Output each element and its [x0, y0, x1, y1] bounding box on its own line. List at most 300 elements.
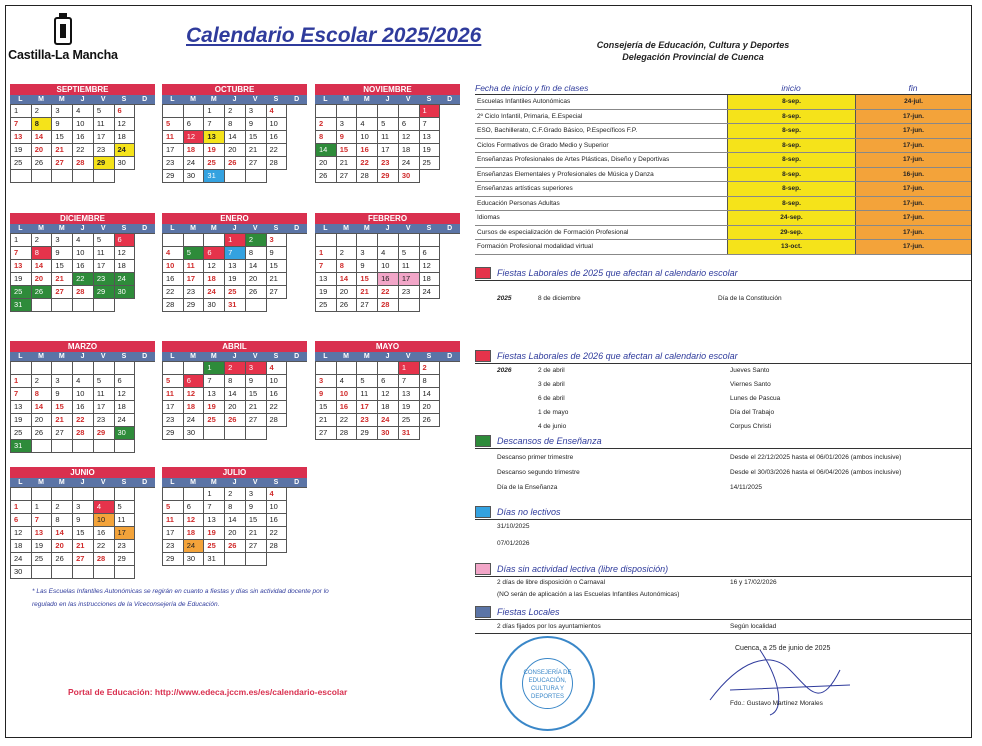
day-cell: 5 [94, 375, 115, 388]
day-cell: 1 [204, 488, 225, 501]
day-cell: 23 [94, 144, 115, 157]
day-cell: 7 [204, 118, 225, 131]
day-cell: 24 [184, 414, 205, 427]
day-cell: 2 [32, 234, 53, 247]
day-cell: 26 [420, 414, 441, 427]
day-cell: 14 [246, 260, 267, 273]
start-date: 8-sep. [727, 182, 855, 196]
day-cell: 10 [163, 260, 184, 273]
day-cell [184, 234, 205, 247]
day-cell: 11 [94, 118, 115, 131]
day-cell: 8 [32, 247, 53, 260]
col-inicio: inicio [781, 83, 801, 93]
footnote [32, 585, 422, 611]
day-cell: 11 [94, 247, 115, 260]
day-cell: 23 [163, 414, 184, 427]
day-cell: 4 [73, 375, 94, 388]
day-cell: 14 [225, 514, 246, 527]
weekday-label: S [273, 353, 279, 360]
weekday-header [162, 95, 307, 104]
day-cell: 21 [246, 144, 267, 157]
locales-value: Según localidad [730, 623, 777, 630]
day-cell: 18 [420, 273, 441, 286]
weekday-label: S [121, 479, 127, 486]
day-cell: 27 [246, 414, 267, 427]
day-cell: 9 [52, 247, 73, 260]
weekday-label: L [170, 225, 175, 232]
level-name: Enseñanzas artísticas superiores [477, 185, 573, 192]
weekday-label: M [210, 225, 217, 232]
weekday-label: M [190, 353, 196, 360]
holiday-date: 8 de diciembre [538, 295, 581, 302]
day-cell: 12 [115, 247, 136, 260]
weekday-header [315, 224, 460, 233]
day-grid [315, 104, 460, 183]
day-cell: 11 [184, 260, 205, 273]
day-cell: 1 [420, 105, 441, 118]
end-date: 17-jun. [855, 153, 971, 167]
day-cell: 1 [11, 375, 32, 388]
weekday-label: M [363, 96, 370, 103]
day-cell: 25 [204, 414, 225, 427]
day-cell [94, 488, 115, 501]
day-cell: 30 [184, 170, 205, 183]
start-date: 8-sep. [727, 110, 855, 124]
day-cell: 24 [378, 414, 399, 427]
footnote-line: * Las Escuelas Infantiles Autonómicas se regirán en cuanto a fiestas y días sin actividad docente por lo [32, 588, 329, 595]
table-row [475, 153, 971, 168]
table-row [475, 211, 971, 226]
day-cell: 2 [225, 362, 246, 375]
day-cell: 15 [52, 401, 73, 414]
portal-link[interactable]: Portal de Educación: http://www.edeca.jccm.es/es/calendario-escolar [68, 687, 348, 697]
day-cell: 10 [267, 118, 288, 131]
day-cell: 22 [94, 540, 115, 553]
day-cell: 15 [357, 273, 378, 286]
day-cell: 20 [225, 401, 246, 414]
day-cell: 26 [246, 286, 267, 299]
day-cell: 24 [184, 157, 205, 170]
table-row [475, 240, 971, 255]
day-cell [378, 234, 399, 247]
day-cell: 28 [73, 157, 94, 170]
day-cell: 7 [420, 118, 441, 131]
day-cell: 19 [32, 540, 53, 553]
day-cell: 17 [163, 401, 184, 414]
day-cell: 7 [316, 260, 337, 273]
section-header [475, 562, 971, 577]
day-cell: 3 [337, 118, 358, 131]
day-cell: 16 [357, 144, 378, 157]
day-cell: 4 [73, 234, 94, 247]
table-row [475, 124, 971, 139]
day-cell: 6 [378, 375, 399, 388]
section-title: Fiestas Laborales de 2025 que afectan al calendario escolar [497, 268, 738, 278]
level-name: Formación Profesional modalidad virtual [477, 243, 593, 250]
weekday-label: V [100, 479, 106, 486]
day-cell [378, 362, 399, 375]
day-cell: 9 [357, 260, 378, 273]
month-name: DICIEMBRE [10, 213, 155, 224]
day-cell: 13 [32, 527, 53, 540]
day-grid [162, 104, 307, 183]
weekday-label: M [363, 225, 370, 232]
month-name: ENERO [162, 213, 307, 224]
day-cell [52, 488, 73, 501]
day-cell: 30 [115, 286, 136, 299]
weekday-label: D [142, 479, 148, 486]
weekday-label: V [252, 96, 258, 103]
day-cell: 31 [204, 170, 225, 183]
day-cell: 11 [163, 514, 184, 527]
delegation-line: Delegación Provincial de Cuenca [622, 52, 764, 62]
month-name: MARZO [10, 341, 155, 352]
holiday-name: Viernes Santo [730, 381, 771, 388]
day-cell [73, 170, 94, 183]
weekday-label: M [38, 479, 44, 486]
day-cell: 11 [399, 260, 420, 273]
table-row [475, 168, 971, 183]
table-row [475, 226, 971, 241]
weekday-label: M [38, 353, 44, 360]
month-name: MAYO [315, 341, 460, 352]
legend-swatch [475, 350, 491, 362]
day-cell: 17 [184, 273, 205, 286]
day-cell: 15 [246, 131, 267, 144]
weekday-label: L [323, 225, 328, 232]
day-cell: 28 [267, 157, 288, 170]
day-cell: 16 [73, 131, 94, 144]
day-cell: 1 [316, 247, 337, 260]
day-cell: 30 [115, 157, 136, 170]
day-cell [399, 234, 420, 247]
day-cell: 6 [184, 118, 205, 131]
day-cell: 5 [357, 375, 378, 388]
weekday-label: M [190, 225, 196, 232]
day-cell: 15 [52, 131, 73, 144]
day-cell [357, 362, 378, 375]
day-grid [10, 361, 155, 453]
day-cell [32, 440, 53, 453]
weekday-label: S [273, 479, 279, 486]
day-cell: 14 [420, 388, 441, 401]
day-cell: 17 [94, 260, 115, 273]
day-cell: 28 [337, 427, 358, 440]
day-cell: 14 [337, 273, 358, 286]
day-cell: 21 [52, 414, 73, 427]
day-cell: 7 [11, 247, 32, 260]
day-cell: 16 [94, 527, 115, 540]
ministry-block [568, 39, 818, 63]
day-cell: 8 [32, 118, 53, 131]
logo-text: Castilla-La Mancha [8, 48, 118, 62]
day-cell: 13 [316, 273, 337, 286]
day-cell: 26 [52, 553, 73, 566]
day-cell: 4 [267, 362, 288, 375]
holiday-date: 6 de abril [538, 395, 565, 402]
day-cell: 24 [399, 157, 420, 170]
level-name: 2º Ciclo Infantil, Primaria, E.Especial [477, 112, 583, 120]
day-cell: 29 [115, 553, 136, 566]
weekday-label: V [405, 225, 411, 232]
day-cell [32, 299, 53, 312]
end-date: 17-jun. [855, 240, 971, 254]
day-cell: 1 [204, 362, 225, 375]
day-cell: 6 [184, 501, 205, 514]
day-cell [52, 299, 73, 312]
day-cell: 25 [225, 286, 246, 299]
day-cell [399, 299, 420, 312]
day-cell: 27 [52, 157, 73, 170]
start-date: 8-sep. [727, 197, 855, 211]
dates-table [475, 83, 971, 255]
day-cell: 27 [73, 553, 94, 566]
day-cell: 13 [204, 514, 225, 527]
break-name: Descanso primer trimestre [497, 454, 574, 461]
day-cell: 15 [246, 388, 267, 401]
day-cell: 4 [267, 488, 288, 501]
day-cell: 12 [204, 260, 225, 273]
weekday-label: L [18, 353, 23, 360]
day-cell: 5 [94, 105, 115, 118]
day-cell: 14 [52, 527, 73, 540]
month-name: SEPTIEMBRE [10, 84, 155, 95]
crest-icon [52, 12, 74, 46]
legend-swatch [475, 267, 491, 279]
day-cell [52, 362, 73, 375]
day-cell: 24 [115, 144, 136, 157]
list-item [475, 520, 971, 534]
month-calendar [315, 84, 460, 183]
list-item [475, 406, 971, 420]
day-cell [184, 105, 205, 118]
day-cell: 2 [52, 501, 73, 514]
weekday-label: V [100, 353, 106, 360]
day-cell [11, 170, 32, 183]
month-name: JULIO [162, 467, 307, 478]
locales-section [475, 605, 971, 634]
day-cell: 10 [337, 388, 358, 401]
list-item [475, 466, 971, 481]
date-text: 31/10/2025 [497, 523, 530, 530]
weekday-label: L [18, 225, 23, 232]
day-cell: 2 [225, 488, 246, 501]
day-cell [52, 170, 73, 183]
day-cell [32, 566, 53, 579]
weekday-label: J [80, 479, 85, 486]
day-cell: 5 [94, 234, 115, 247]
day-cell: 22 [337, 414, 358, 427]
day-cell [73, 299, 94, 312]
day-cell [163, 362, 184, 375]
day-cell: 2 [337, 247, 358, 260]
day-cell [378, 105, 399, 118]
day-cell [11, 362, 32, 375]
weekday-label: L [170, 96, 175, 103]
day-cell: 1 [204, 105, 225, 118]
table-row [475, 139, 971, 154]
list-item [475, 392, 971, 406]
day-cell: 3 [316, 375, 337, 388]
signature-scribble [700, 640, 870, 720]
weekday-label: D [294, 353, 300, 360]
day-cell [52, 566, 73, 579]
day-cell: 3 [52, 234, 73, 247]
day-cell [357, 234, 378, 247]
weekday-header [162, 224, 307, 233]
day-cell: 7 [399, 375, 420, 388]
day-cell [115, 566, 136, 579]
day-cell: 6 [115, 234, 136, 247]
day-cell: 31 [204, 553, 225, 566]
weekday-label: M [190, 96, 196, 103]
day-cell [316, 362, 337, 375]
day-cell: 26 [32, 157, 53, 170]
day-cell: 6 [115, 105, 136, 118]
legend-swatch [475, 563, 491, 575]
month-calendar [10, 467, 155, 579]
day-cell: 21 [52, 273, 73, 286]
weekday-label: D [447, 225, 453, 232]
day-cell: 12 [399, 131, 420, 144]
day-cell: 25 [316, 299, 337, 312]
day-cell [316, 234, 337, 247]
day-cell: 10 [73, 247, 94, 260]
end-date: 17-jun. [855, 226, 971, 240]
day-cell: 22 [357, 157, 378, 170]
day-cell: 18 [115, 131, 136, 144]
day-cell [73, 488, 94, 501]
month-calendar [162, 341, 307, 440]
day-cell: 8 [316, 131, 337, 144]
day-cell: 8 [225, 501, 246, 514]
libre-section [475, 562, 971, 601]
holiday-name: Día de la Constitución [718, 295, 782, 302]
day-cell [163, 105, 184, 118]
weekday-label: S [273, 96, 279, 103]
ministry-line: Consejería de Educación, Cultura y Deportes [596, 40, 790, 50]
day-cell: 1 [32, 501, 53, 514]
break-name: Descanso segundo trimestre [497, 469, 580, 476]
day-cell [204, 234, 225, 247]
day-cell: 3 [52, 375, 73, 388]
day-cell: 29 [163, 553, 184, 566]
day-cell: 19 [420, 144, 441, 157]
day-cell: 11 [115, 514, 136, 527]
month-calendar [10, 341, 155, 453]
day-cell: 6 [399, 118, 420, 131]
month-calendar [162, 84, 307, 183]
day-cell [225, 427, 246, 440]
day-cell [32, 362, 53, 375]
day-cell: 30 [204, 299, 225, 312]
day-cell: 28 [357, 170, 378, 183]
day-cell: 8 [52, 514, 73, 527]
day-cell: 2 [32, 375, 53, 388]
day-cell: 17 [163, 144, 184, 157]
day-cell [225, 553, 246, 566]
table-row [475, 182, 971, 197]
day-cell: 19 [316, 286, 337, 299]
day-cell: 22 [267, 144, 288, 157]
day-cell: 30 [184, 427, 205, 440]
day-cell: 29 [94, 157, 115, 170]
day-cell [94, 170, 115, 183]
day-cell: 14 [32, 260, 53, 273]
break-name: Día de la Enseñanza [497, 484, 558, 491]
day-cell: 22 [73, 273, 94, 286]
level-name: Ciclos Formativos de Grado Medio y Superior [477, 141, 609, 149]
day-cell: 16 [267, 131, 288, 144]
day-cell: 22 [378, 286, 399, 299]
weekday-label: V [100, 225, 106, 232]
day-cell: 15 [52, 260, 73, 273]
legend-swatch [475, 435, 491, 447]
month-name: JUNIO [10, 467, 155, 478]
libre-text: 2 días de libre disposición o Carnaval [497, 579, 606, 586]
start-date: 8-sep. [727, 124, 855, 138]
list-item [475, 292, 971, 306]
day-cell [337, 234, 358, 247]
day-cell: 25 [32, 553, 53, 566]
level-name: Enseñanzas Profesionales de Artes Plásticas, Diseño y Deportivas [477, 156, 670, 163]
day-cell: 2 [420, 362, 441, 375]
weekday-label: D [447, 353, 453, 360]
weekday-label: V [252, 479, 258, 486]
day-cell: 13 [11, 260, 32, 273]
day-cell: 11 [163, 131, 184, 144]
start-date: 13-oct. [727, 240, 855, 254]
day-cell: 23 [357, 414, 378, 427]
list-item [475, 451, 971, 466]
weekday-label: M [363, 353, 370, 360]
day-cell: 25 [399, 414, 420, 427]
day-cell: 23 [184, 286, 205, 299]
day-cell: 25 [204, 540, 225, 553]
day-cell: 29 [94, 286, 115, 299]
day-cell: 25 [11, 427, 32, 440]
fiestas-2026-section [475, 349, 971, 434]
day-cell: 2 [316, 118, 337, 131]
day-cell: 28 [163, 299, 184, 312]
day-grid [315, 233, 460, 312]
legend-swatch [475, 506, 491, 518]
day-cell: 17 [115, 527, 136, 540]
day-cell: 1 [225, 234, 246, 247]
day-grid [162, 487, 307, 566]
weekday-label: D [294, 479, 300, 486]
day-cell: 22 [267, 527, 288, 540]
day-cell: 18 [184, 401, 205, 414]
day-cell: 17 [94, 131, 115, 144]
weekday-header [10, 95, 155, 104]
day-cell: 14 [32, 401, 53, 414]
day-cell: 11 [163, 388, 184, 401]
day-cell: 29 [184, 299, 205, 312]
day-cell [184, 362, 205, 375]
day-cell: 27 [52, 286, 73, 299]
weekday-label: M [210, 479, 217, 486]
day-cell: 21 [267, 273, 288, 286]
end-date: 16-jun. [855, 168, 971, 182]
day-cell [94, 299, 115, 312]
end-date: 17-jun. [855, 110, 971, 124]
day-cell: 24 [115, 414, 136, 427]
day-cell [246, 170, 267, 183]
legend-swatch [475, 606, 491, 618]
day-cell: 8 [420, 375, 441, 388]
day-cell: 20 [32, 273, 53, 286]
